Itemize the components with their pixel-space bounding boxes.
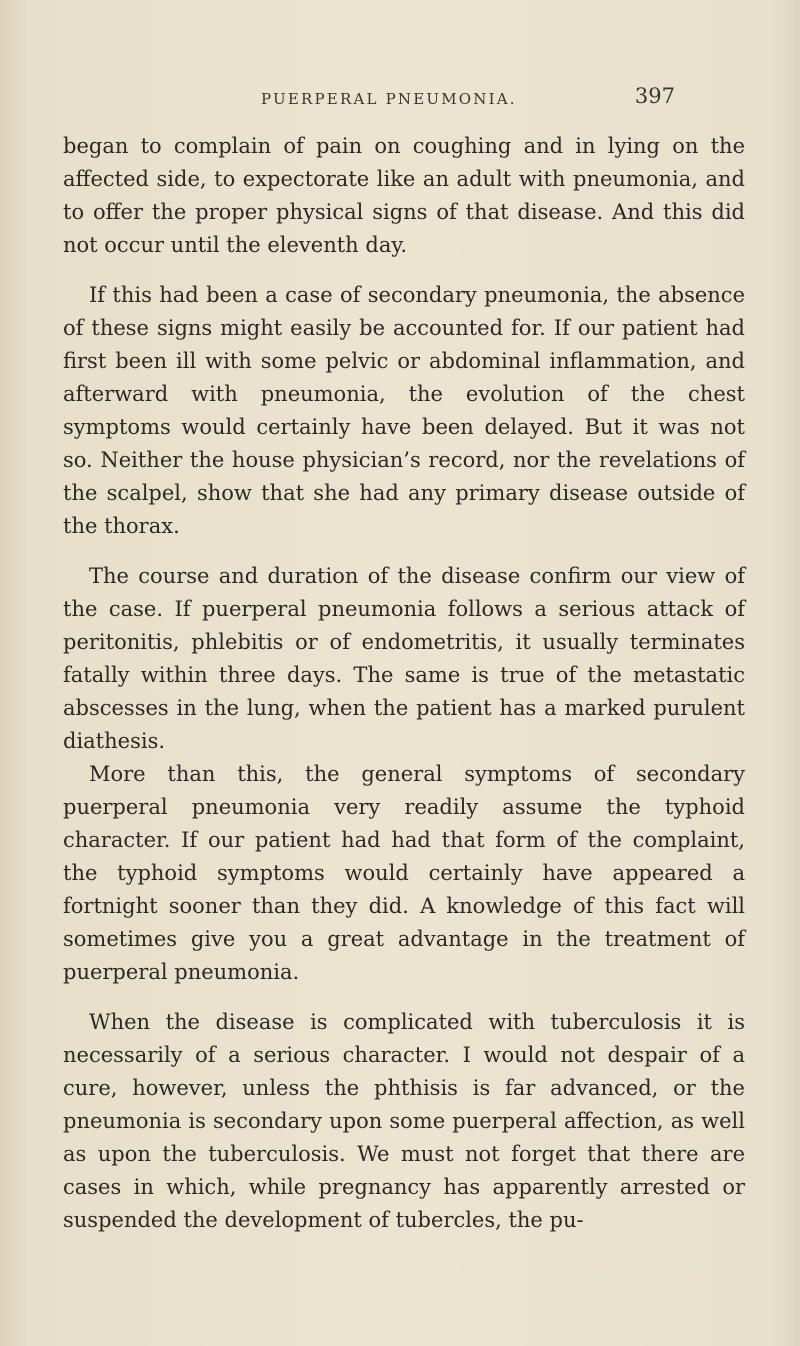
paragraph-5: When the disease is complicated with tuberculosis it is necessarily of a serious character. I would not despair of a cure, however, unless the phthisis is far advanced, or the pneumonia is secondary upon some puerperal affection, as well as upon the tuberculosis. We must not forget that there are cases in which, while pregnancy has apparently arrested or suspended the development of tubercles, the pu- (63, 1010, 745, 1232)
paragraph-2: If this had been a case of secondary pneumonia, the absence of these signs might easily be accounted for. If our patient had first been ill with some pelvic or abdominal inflammation, and afterward with pneumonia, the evolution of the chest symptoms would certainly have been delayed. But it was not so. Neither the house physician’s record, nor the revelations of the scalpel, show that she had any primary disease outside of the thorax. (63, 283, 745, 538)
paragraph-3: The course and duration of the disease confirm our view of the case. If puerperal pneumonia follows a serious attack of peritonitis, phlebitis or of endometritis, it usually terminates fatally within three days. The same is true of the metastatic abscesses in the lung, when the patient has a marked purulent diathesis. (63, 564, 745, 753)
body-text (63, 130, 745, 1237)
running-head: PUERPERAL PNEUMONIA. (261, 90, 517, 108)
paragraph-1: began to complain of pain on coughing and in lying on the affected side, to expectorate like an adult with pneumonia, and to offer the proper physical signs of that disease. And this did not occur until the eleventh day. (63, 134, 745, 257)
paragraph-4: More than this, the general symptoms of secondary puerperal pneumonia very readily assume the typhoid character. If our patient had had that form of the complaint, the typhoid symptoms would certainly have appeared a fortnight sooner than they did. A knowledge of this fact will sometimes give you a great advantage in the treatment of puerperal pneumonia. (63, 762, 745, 984)
page-number: 397 (634, 84, 675, 108)
page-header (255, 84, 675, 114)
